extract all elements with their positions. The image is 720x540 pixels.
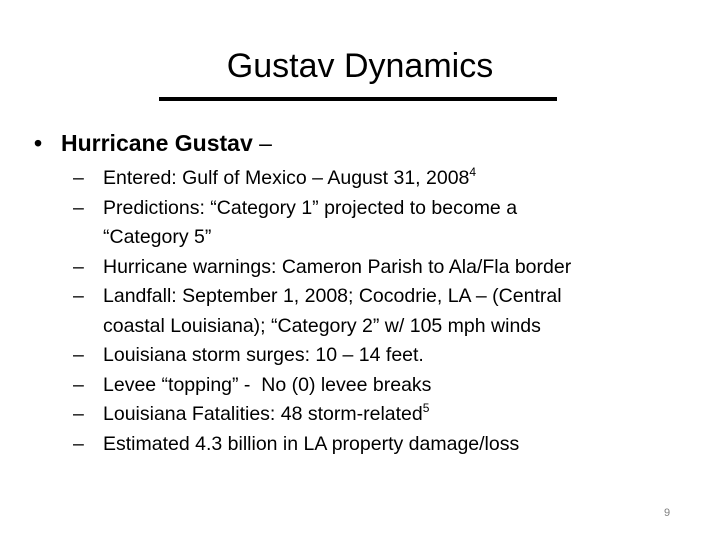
- sub-bullet-levee: [73, 371, 693, 401]
- main-bullet: [34, 128, 272, 158]
- sub-bullet-fatalities: [73, 400, 693, 430]
- footnote-ref: 5: [422, 401, 430, 415]
- bullet-dot: •: [34, 130, 43, 156]
- sub-bullet-warnings: [73, 253, 693, 283]
- sub-bullet-text: Entered: Gulf of Mexico – August 31, 2008: [103, 167, 470, 189]
- sub-bullet-predictions: [73, 194, 693, 253]
- sub-bullet-damage: [73, 430, 693, 460]
- sub-bullet-dash: –: [73, 167, 84, 189]
- footnote-ref: 4: [469, 165, 477, 179]
- sub-bullet-dash: –: [73, 403, 84, 425]
- sub-bullet-text: Levee “topping” - No (0) levee breaks: [103, 373, 432, 396]
- sub-bullet-dash: –: [73, 373, 84, 396]
- sub-bullet-dash: –: [73, 432, 84, 455]
- sub-bullet-dash: –: [73, 285, 84, 307]
- slide-title: Gustav Dynamics: [226, 47, 494, 85]
- sub-bullet-dash: –: [73, 196, 84, 219]
- main-bullet-text: Hurricane Gustav: [61, 130, 253, 156]
- sub-bullet-list: [73, 164, 693, 459]
- sub-bullet-text-line2: coastal Louisiana); “Category 2” w/ 105 mph winds: [103, 314, 541, 337]
- sub-bullet-text-line1: Predictions: “Category 1” projected to become a: [103, 196, 518, 219]
- sub-bullet-dash: –: [73, 255, 84, 278]
- sub-bullet-dash: –: [73, 344, 84, 366]
- sub-bullet-entered: [73, 164, 693, 194]
- sub-bullet-text: Louisiana storm surges: 10 – 14 feet.: [103, 344, 424, 366]
- sub-bullet-text-line2: “Category 5”: [103, 226, 212, 248]
- sub-bullet-landfall: [73, 282, 693, 341]
- main-bullet-dash: –: [259, 130, 272, 156]
- page-number: 9: [664, 507, 671, 519]
- sub-bullet-text: Louisiana Fatalities: 48 storm-related: [103, 403, 423, 425]
- sub-bullet-text: Hurricane warnings: Cameron Parish to Ala/Fla border: [103, 255, 572, 278]
- title-underline: [159, 97, 557, 101]
- sub-bullet-surges: [73, 341, 693, 371]
- sub-bullet-text: Estimated 4.3 billion in LA property damage/loss: [103, 432, 520, 455]
- sub-bullet-text-line1: Landfall: September 1, 2008; Cocodrie, LA – (Central: [103, 285, 562, 307]
